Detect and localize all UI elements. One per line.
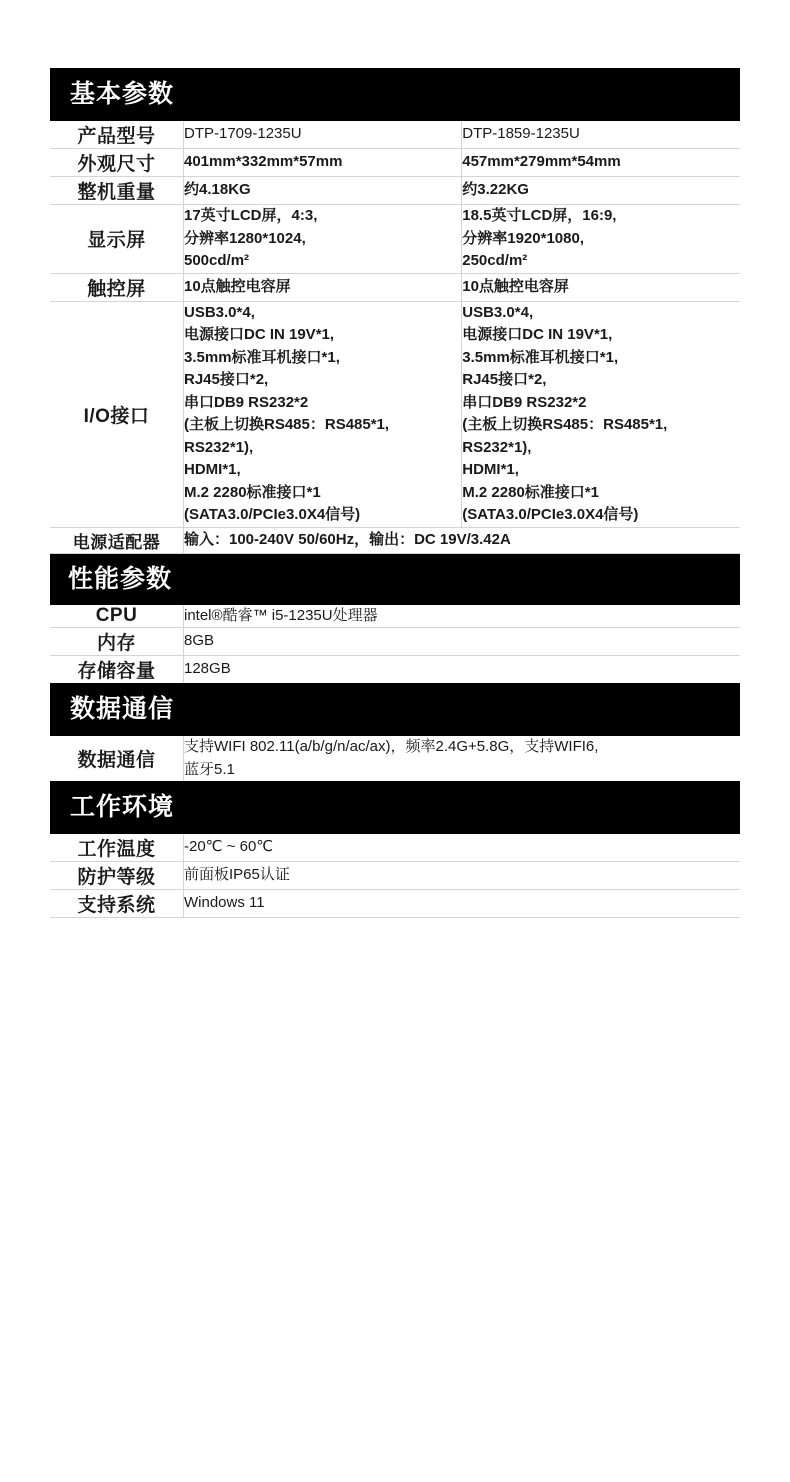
row-value-col2: 约3.22KG — [462, 177, 740, 205]
value-line: (SATA3.0/PCIe3.0X4信号) — [184, 506, 361, 523]
value-line: RJ45接口*2, — [184, 371, 269, 388]
value-line: 3.5mm标准耳机接口*1, — [462, 348, 619, 366]
value-line: 18.5英寸LCD屏，16:9, — [462, 207, 617, 224]
row-value-span: 8GB — [184, 628, 741, 656]
spec-sheet — [50, 68, 740, 918]
value-line: RS232*1), — [462, 438, 532, 456]
row-label: 整机重量 — [50, 177, 184, 205]
table-row — [50, 862, 740, 890]
row-value-col1: 约4.18KG — [184, 177, 462, 205]
row-label: 存储容量 — [77, 661, 156, 682]
spec-table-environment — [50, 834, 740, 918]
value-line: 蓝牙5.1 — [184, 760, 235, 778]
table-row — [50, 605, 740, 628]
row-label: 数据通信 — [77, 750, 156, 771]
row-label: CPU — [50, 605, 184, 628]
value-line: 250cd/m² — [462, 252, 528, 269]
table-row — [50, 656, 740, 684]
row-value-span: 前面板IP65认证 — [184, 862, 741, 890]
section-header-datacomm: 数据通信 — [50, 683, 740, 736]
value-line: 500cd/m² — [184, 252, 250, 269]
value-line: USB3.0*4, — [462, 303, 534, 321]
value-line: 支持WIFI 802.11(a/b/g/n/ac/ax)，频率2.4G+5.8G，支持WIFI6, — [184, 738, 599, 755]
row-label: I/O接口 — [50, 301, 184, 527]
row-value-col1: 401mm*332mm*57mm — [184, 149, 462, 177]
row-value-span: 128GB — [184, 656, 741, 684]
value-line: RJ45接口*2, — [462, 371, 547, 388]
table-row — [50, 527, 740, 553]
value-line: HDMI*1, — [462, 461, 519, 478]
row-value-span — [184, 736, 741, 781]
row-value-col1: DTP-1709-1235U — [184, 121, 462, 149]
row-value-span: -20℃ ~ 60℃ — [184, 834, 741, 862]
value-line: M.2 2280标准接口*1 — [462, 483, 599, 501]
value-line: 分辨率1920*1080, — [462, 229, 584, 247]
table-row — [50, 149, 740, 177]
row-label: 显示屏 — [50, 205, 184, 274]
row-value-col1 — [184, 301, 462, 527]
row-value-span: 输入：100-240V 50/60Hz，输出：DC 19V/3.42A — [184, 527, 741, 553]
row-value-col2: DTP-1859-1235U — [462, 121, 740, 149]
value-line: 17英寸LCD屏，4:3, — [184, 207, 318, 224]
spec-table-basic — [50, 121, 740, 554]
table-row — [50, 301, 740, 527]
row-value-col2 — [462, 205, 740, 274]
table-row — [50, 890, 740, 918]
value-line: (主板上切换RS485：RS485*1, — [462, 416, 668, 433]
table-row — [50, 273, 740, 301]
value-line: RS232*1), — [184, 438, 254, 456]
value-line: 分辨率1280*1024, — [184, 229, 306, 247]
value-line: 3.5mm标准耳机接口*1, — [184, 348, 340, 366]
row-value-col2: 10点触控电容屏 — [462, 273, 740, 301]
row-value-span: intel®酷睿™ i5-1235U处理器 — [184, 605, 741, 628]
row-value-col2: 457mm*279mm*54mm — [462, 149, 740, 177]
row-label: 电源适配器 — [50, 527, 184, 553]
value-line: USB3.0*4, — [184, 303, 255, 321]
table-row — [50, 205, 740, 274]
row-value-col1 — [184, 205, 462, 274]
table-row — [50, 736, 740, 781]
row-label: 触控屏 — [50, 273, 184, 301]
spec-table-datacomm — [50, 736, 740, 781]
table-row — [50, 177, 740, 205]
value-line: 电源接口DC IN 19V*1, — [462, 326, 613, 343]
value-line: 串口DB9 RS232*2 — [184, 393, 309, 411]
table-row — [50, 628, 740, 656]
section-header-environment: 工作环境 — [50, 781, 740, 834]
row-value-span: Windows 11 — [184, 890, 741, 918]
section-header-basic: 基本参数 — [50, 68, 740, 121]
spec-table-performance — [50, 605, 740, 684]
table-row — [50, 121, 740, 149]
row-label: 工作温度 — [50, 834, 184, 862]
section-header-performance: 性能参数 — [50, 554, 740, 605]
row-label: 内存 — [50, 628, 184, 656]
value-line: 串口DB9 RS232*2 — [462, 393, 587, 411]
row-label: 产品型号 — [50, 121, 184, 149]
row-label: 外观尺寸 — [50, 149, 184, 177]
row-value-col1: 10点触控电容屏 — [184, 273, 462, 301]
row-value-col2 — [462, 301, 740, 527]
table-row — [50, 834, 740, 862]
row-label: 防护等级 — [50, 862, 184, 890]
value-line: (主板上切换RS485：RS485*1, — [184, 416, 390, 433]
row-label: 支持系统 — [50, 890, 184, 918]
value-line: HDMI*1, — [184, 461, 241, 478]
value-line: M.2 2280标准接口*1 — [184, 483, 321, 501]
value-line: (SATA3.0/PCIe3.0X4信号) — [462, 506, 639, 523]
value-line: 电源接口DC IN 19V*1, — [184, 326, 335, 343]
